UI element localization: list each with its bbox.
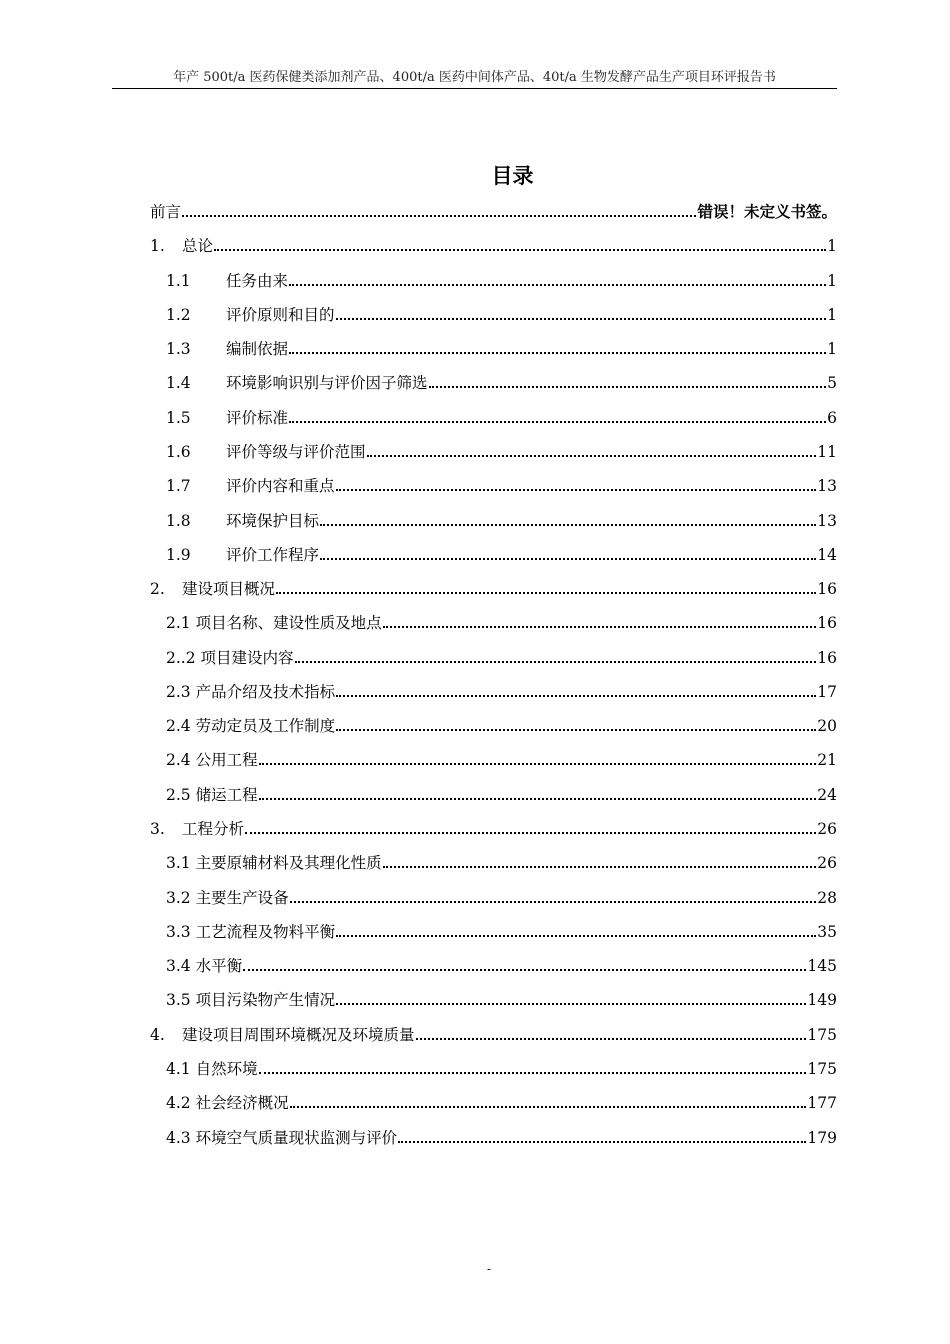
toc-dot-leader [320, 524, 816, 526]
toc-entry-label [166, 1058, 258, 1080]
toc-entry[interactable] [166, 645, 837, 669]
toc-entry-label [166, 372, 428, 394]
toc-entry-page: 17 [817, 682, 837, 701]
toc-entry-text: 评价原则和目的 [226, 305, 335, 324]
toc-entry-page: 175 [807, 1060, 837, 1078]
toc-entry-text: 3.4 水平衡 [166, 957, 243, 976]
toc-entry-page: 175 [807, 1025, 837, 1044]
toc-dot-leader [182, 215, 696, 217]
toc-entry-page: 179 [807, 1128, 837, 1147]
toc-entry-text: 前言 [150, 203, 182, 221]
toc-entry-number: 2. [150, 580, 165, 599]
toc-entry[interactable] [150, 576, 837, 600]
toc-entry-page: 177 [807, 1094, 837, 1113]
toc-entry-label [166, 441, 366, 463]
toc-entry-text: 4.3 环境空气质量现状监测与评价 [166, 1128, 398, 1147]
toc-entry-number: 3. [150, 820, 165, 839]
toc-entry[interactable] [166, 405, 837, 429]
toc-entry-page: 11 [817, 442, 837, 461]
toc-entry-page: 1 [827, 340, 837, 359]
toc-entry-text: 环境影响识别与评价因子筛选 [226, 374, 428, 393]
toc-entry-page: 13 [817, 511, 837, 530]
toc-entry[interactable] [166, 542, 837, 566]
toc-entry-page: 24 [817, 785, 837, 804]
toc-entry-text: 工程分析 [182, 820, 245, 839]
toc-entry-number: 1.1 [166, 271, 191, 290]
toc-entry-label [166, 989, 335, 1011]
toc-entry-text: 总论 [182, 237, 214, 256]
toc-entry-number: 1. [150, 237, 165, 256]
toc-entry-page: 16 [817, 614, 837, 633]
toc-entry[interactable] [166, 885, 837, 909]
toc-dot-leader [336, 1003, 806, 1005]
toc-dot-leader [295, 661, 817, 663]
toc-entry-page: 149 [807, 991, 837, 1010]
toc-entry[interactable] [166, 1090, 837, 1114]
toc-entry-label [166, 407, 288, 429]
toc-entry-number: 4. [150, 1025, 165, 1044]
toc-entry-text: 建设项目周围环境概况及环境质量 [182, 1025, 415, 1044]
toc-entry-text: 评价工作程序 [226, 545, 320, 564]
toc-entry-text: 2.3 产品介绍及技术指标 [166, 682, 336, 701]
toc-dot-leader [290, 1106, 807, 1108]
toc-dot-leader [336, 489, 817, 491]
toc-entry-page: 1 [827, 305, 837, 324]
toc-dot-leader [245, 832, 816, 834]
toc-entry-page: 6 [827, 408, 837, 427]
toc-entry[interactable] [166, 370, 837, 394]
toc-entry-text: 3.5 项目污染物产生情况 [166, 991, 336, 1010]
toc-entry-page: 5 [827, 374, 837, 393]
toc-entry-text: 评价标准 [226, 408, 289, 427]
toc-entry-text: 任务由来 [226, 271, 289, 290]
toc-entry-label [166, 270, 288, 292]
toc-entry-number: 1.3 [166, 340, 191, 359]
toc-entry[interactable] [166, 713, 837, 737]
toc-entry-page: 1 [827, 271, 837, 290]
toc-dot-leader [289, 284, 826, 286]
toc-entry[interactable] [150, 199, 837, 223]
toc-entry-label [166, 544, 319, 566]
toc-entry-text: 3.2 主要生产设备 [166, 888, 289, 907]
toc-entry-label [150, 578, 275, 600]
toc-entry-number: 1.9 [166, 545, 191, 564]
toc-entry-text: 2..2 项目建设内容 [166, 648, 294, 667]
toc-entry-text: 编制依据 [226, 340, 289, 359]
toc-entry-label [150, 201, 181, 223]
toc-entry-text: 评价等级与评价范围 [226, 442, 366, 461]
toc-dot-leader [429, 386, 827, 388]
toc-entry-label [166, 1127, 397, 1149]
toc-entry-label [166, 647, 294, 669]
toc-dot-leader [383, 626, 817, 628]
toc-entry[interactable] [166, 439, 837, 463]
toc-entry-text: 4.2 社会经济概况 [166, 1094, 289, 1113]
toc-entry-label [166, 749, 258, 771]
toc-entry-number: 1.8 [166, 511, 191, 530]
toc-entry[interactable] [166, 1056, 837, 1080]
toc-entry-text: 评价内容和重点 [226, 477, 335, 496]
footer-mark: - [486, 1262, 492, 1276]
toc-entry-page: 错误！未定义书签。 [697, 202, 837, 221]
toc-entry-label [166, 510, 319, 532]
toc-entry-label [150, 235, 213, 257]
toc-dot-leader [259, 798, 817, 800]
toc-dot-leader [290, 901, 817, 903]
toc-entry[interactable] [166, 302, 837, 326]
toc-entry-number: 1.2 [166, 305, 191, 324]
toc-dot-leader [289, 421, 826, 423]
toc-entry-page: 145 [807, 957, 837, 976]
toc-entry-page: 1 [827, 237, 837, 256]
toc-entry[interactable] [166, 850, 837, 874]
toc-dot-leader [398, 1141, 806, 1143]
toc-entry-page: 20 [817, 717, 837, 736]
toc-entry-label [166, 715, 335, 737]
toc-entry-text: 2.5 储运工程 [166, 785, 258, 804]
toc-dot-leader [276, 592, 816, 594]
toc-entry-page: 14 [817, 545, 837, 564]
toc-entry-text: 3.3 工艺流程及物料平衡 [166, 922, 336, 941]
toc-entry-number: 1.7 [166, 477, 191, 496]
toc-entry[interactable] [166, 508, 837, 532]
toc-dot-leader [259, 763, 817, 765]
toc-entry[interactable] [150, 233, 837, 257]
toc-entry-page: 16 [817, 648, 837, 667]
toc-entry[interactable] [166, 473, 837, 497]
toc-entry-text: 3.1 主要原辅材料及其理化性质 [166, 854, 382, 873]
toc-dot-leader [336, 729, 816, 731]
toc-entry[interactable] [166, 919, 837, 943]
toc-dot-leader [336, 695, 816, 697]
toc-entry-number: 1.4 [166, 374, 191, 393]
toc-entry[interactable] [166, 610, 837, 634]
toc-entry[interactable] [150, 1022, 837, 1046]
toc-dot-leader [416, 1038, 807, 1040]
toc-dot-leader [336, 318, 827, 320]
toc-entry[interactable] [166, 747, 837, 771]
toc-entry[interactable] [166, 679, 837, 703]
running-header: 年产 500t/a 医药保健类添加剂产品、400t/a 医药中间体产品、40t/a 生物发酵产品生产项目环评报告书 [173, 70, 776, 85]
toc-entry[interactable] [166, 268, 837, 292]
toc-entry[interactable] [150, 816, 837, 840]
toc-dot-leader [214, 249, 826, 251]
toc-entry-number: 1.5 [166, 408, 191, 427]
toc-entry-label [166, 1092, 289, 1114]
toc-entry-label [166, 852, 382, 874]
toc-entry-label [150, 818, 244, 840]
toc-entry-label [166, 304, 335, 326]
toc-dot-leader [383, 866, 817, 868]
toc-entry[interactable] [166, 1125, 837, 1149]
toc-dot-leader [259, 1072, 807, 1074]
toc-entry[interactable] [166, 953, 837, 977]
toc-entry-page: 26 [817, 820, 837, 839]
toc-entry-page: 21 [817, 751, 837, 770]
toc-entry-label [166, 955, 242, 977]
toc-entry-text: 环境保护目标 [226, 511, 320, 530]
toc-entry-number: 1.6 [166, 442, 191, 461]
toc-entry-page: 35 [817, 922, 837, 941]
toc-entry-page: 26 [817, 854, 837, 873]
toc-entry[interactable] [166, 782, 837, 806]
toc-entry-text: 2.1 项目名称、建设性质及地点 [166, 614, 382, 633]
toc-dot-leader [367, 455, 817, 457]
toc-entry-label [166, 681, 335, 703]
toc-entry[interactable] [166, 336, 837, 360]
toc-entry-text: 建设项目概况 [182, 580, 276, 599]
toc-entry-label [166, 338, 288, 360]
toc-entry-label [166, 921, 335, 943]
toc-dot-leader [289, 352, 826, 354]
toc-entry-page: 16 [817, 580, 837, 599]
toc-entry-page: 13 [817, 477, 837, 496]
toc-dot-leader [243, 969, 806, 971]
toc-entry-text: 4.1 自然环境 [166, 1060, 258, 1078]
toc-entry-label [166, 784, 258, 806]
toc-entry-label [150, 1024, 415, 1046]
toc-entry-text: 2.4 公用工程 [166, 751, 258, 770]
toc-entry-label [166, 887, 289, 909]
toc-entry[interactable] [166, 987, 837, 1011]
toc-entry-label [166, 612, 382, 634]
toc-dot-leader [336, 935, 816, 937]
toc-entry-text: 2.4 劳动定员及工作制度 [166, 717, 336, 736]
toc-entry-page: 28 [817, 888, 837, 907]
toc-dot-leader [320, 558, 816, 560]
toc-entry-label [166, 475, 335, 497]
toc-title: 目录 [491, 163, 534, 188]
